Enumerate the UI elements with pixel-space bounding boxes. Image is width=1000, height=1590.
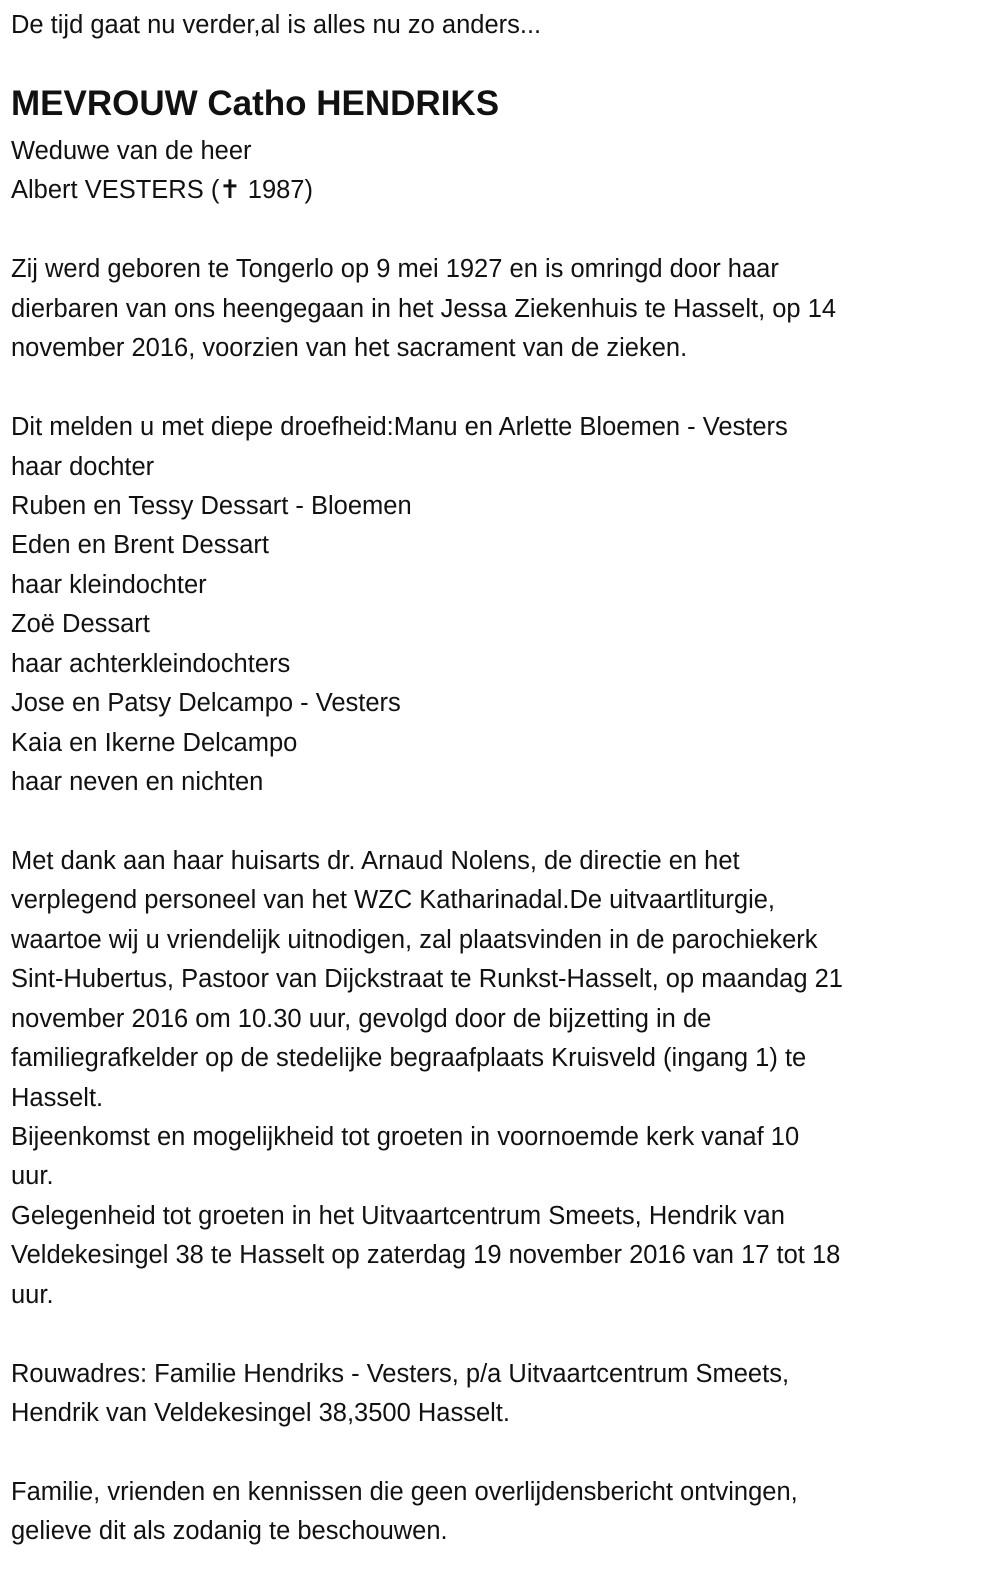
blank-line [11, 1315, 843, 1354]
text-line: Ruben en Tessy Dessart - Bloemen [11, 491, 412, 520]
text-line: Jose en Patsy Delcampo - Vesters [11, 689, 401, 718]
text-line: waartoe wij u vriendelijk uitnodigen, zal plaatsvinden in de parochiekerk [11, 925, 818, 954]
text-line: november 2016 om 10.30 uur, gevolgd door de bijzetting in de [11, 1004, 712, 1033]
text-line: Veldekesingel 38 te Hasselt op zaterdag 19 november 2016 van 17 tot 18 [11, 1241, 841, 1270]
text-line: Zoë Dessart [11, 610, 150, 639]
text-line: haar kleindochter [11, 570, 207, 599]
blank-line [11, 1433, 843, 1472]
text-line: Hasselt. [11, 1083, 104, 1112]
text-line: Albert VESTERS (✝ 1987) [11, 176, 313, 205]
text-line: november 2016, voorzien van het sacrament van de zieken. [11, 334, 688, 363]
text-line: haar neven en nichten [11, 768, 264, 796]
text-line: Gelegenheid tot groeten in het Uitvaartcentrum Smeets, Hendrik van [11, 1201, 785, 1230]
text-line: Rouwadres: Familie Hendriks - Vesters, p/a Uitvaartcentrum Smeets, [11, 1359, 790, 1388]
text-line: Dit melden u met diepe droefheid:Manu en Arlette Bloemen - Vesters [11, 413, 788, 442]
text-line: Zij werd geboren te Tongerlo op 9 mei 1927 en is omringd door haar [11, 255, 779, 284]
blank-line [11, 369, 843, 408]
text-line: dierbaren van ons heengegaan in het Jessa Ziekenhuis te Hasselt, op 14 [11, 294, 837, 323]
text-line: Sint-Hubertus, Pastoor van Dijckstraat te Runkst-Hasselt, op maandag 21 [11, 965, 843, 994]
text-line: verplegend personeel van het WZC Katharinadal.De uitvaartliturgie, [11, 886, 776, 915]
text-line: familiegrafkelder op de stedelijke begraafplaats Kruisveld (ingang 1) te [11, 1044, 807, 1073]
page-title: MEVROUW Catho HENDRIKS [11, 84, 500, 123]
text-line: uur. [11, 1280, 54, 1309]
text-line: Met dank aan haar huisarts dr. Arnaud Nolens, de directie en het [11, 846, 740, 875]
text-line: Kaia en Ikerne Delcampo [11, 728, 298, 757]
text-line: uur. [11, 1162, 54, 1191]
announcement-body [11, 132, 843, 1552]
text-line: Weduwe van de heer [11, 137, 252, 165]
text-line: haar achterkleindochters [11, 649, 291, 678]
text-line: Eden en Brent Dessart [11, 531, 269, 560]
text-line: Familie, vrienden en kennissen die geen overlijdensbericht ontvingen, [11, 1477, 798, 1506]
text-line: Bijeenkomst en mogelijkheid tot groeten in voornoemde kerk vanaf 10 [11, 1122, 800, 1151]
text-line: haar dochter [11, 452, 155, 481]
blank-line [11, 211, 843, 250]
intro-text: De tijd gaat nu verder,al is alles nu zo anders... [11, 11, 542, 39]
text-line: Hendrik van Veldekesingel 38,3500 Hasselt. [11, 1399, 510, 1427]
text-line: gelieve dit als zodanig te beschouwen. [11, 1517, 448, 1546]
blank-line [11, 802, 843, 841]
